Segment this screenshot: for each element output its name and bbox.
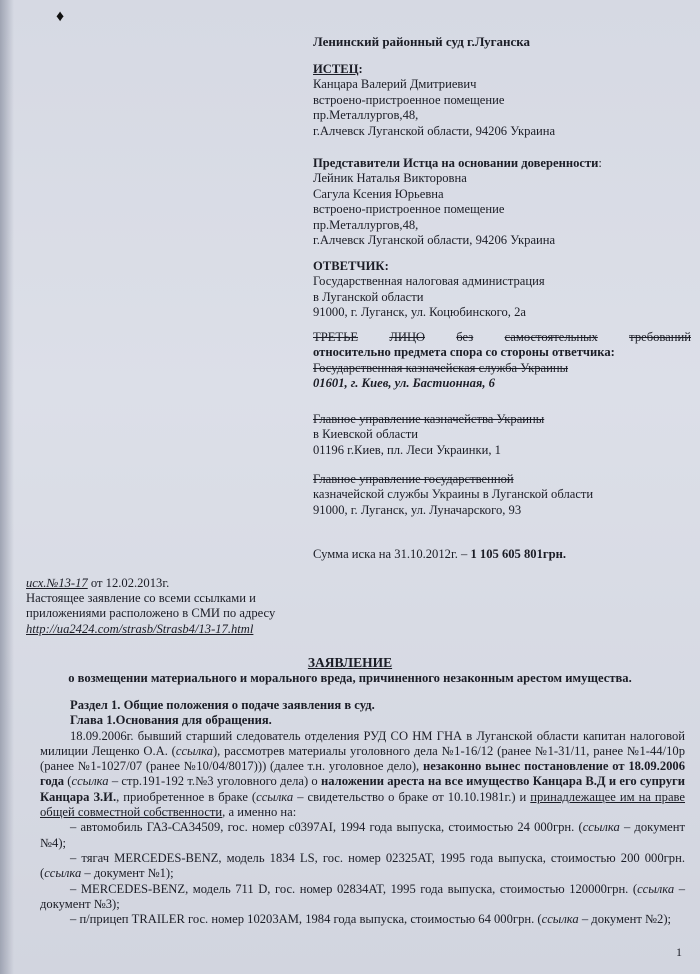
defendant-line: 91000, г. Луганск, ул. Коцюбинского, 2а <box>313 305 526 320</box>
section-heading: Раздел 1. Общие положения о подаче заявления в суд. <box>70 698 375 712</box>
document-body <box>40 698 685 927</box>
lugansk-treasury-line: Главное управление государственной <box>313 472 514 486</box>
body-paragraph: 18.09.2006г. бывший старший следователь отделения РУД СО НМ ГНА в Луганской области капитан налоговой милиции Лещенко О.А. (ссылка), рассмотрев материалы уголовного дела №1-16/12 (ранее №1-31/11, ранее №1-44/10р (ранее №1-1027/07 (ранее №10/04/8017))) (далее т.н. уголовное дело), незаконно вынес постановление от 18.09.2006 года (ссылка – стр.191-192 т.№3 уголовного дела) о наложении ареста на все имущество Канцара В.Д и его супруги Канцара З.И., приобретенное в браке (ссылка – свидетельство о браке от 10.10.1981г.) и принадлежащее им на праве общей совместной собственности, а именно на: <box>40 728 686 820</box>
note-line: приложениями расположено в СМИ по адресу <box>26 606 276 621</box>
lugansk-treasury-block <box>313 472 688 518</box>
third-party-name: Государственная казначейская служба Украины <box>313 360 569 375</box>
plaintiff-line: г.Алчевск Луганской области, 94206 Украина <box>313 123 556 138</box>
plaintiff-line: пр.Металлургов,48, <box>313 108 419 123</box>
third-party-address: 01601, г. Киев, ул. Бастионная, 6 <box>313 376 495 391</box>
note-line: Настоящее заявление со всеми ссылками и <box>26 591 256 606</box>
plaintiff-line: Канцара Валерий Дмитриевич <box>313 77 477 92</box>
main-treasury-line: в Киевской области <box>313 427 419 442</box>
page-number: 1 <box>676 945 682 959</box>
plaintiff-block: ИСТЕЦ: Канцара Валерий Дмитриевич встроено-пристроенное помещение пр.Металлургов,48, г.Алчевск Луганской области, 94206 Украина <box>313 62 688 139</box>
court-name: Ленинский районный суд г.Луганска <box>313 34 531 49</box>
reference-note <box>26 576 306 637</box>
third-party-block <box>313 330 691 392</box>
document-subtitle: о возмещении материального и морального вреда, причиненного незаконным арестом имущества. <box>68 671 632 685</box>
defendant-line: в Луганской области <box>313 289 424 304</box>
list-item: – тягач MERCEDES-BENZ, модель 1834 LS, гос. номер 02325AT, 1995 года выпуска, стоимостью 200 000грн. (ссылка – документ №1); <box>40 850 685 881</box>
page-edge-shadow <box>0 0 14 974</box>
lugansk-treasury-line: казначейской службы Украины в Луганской области <box>313 487 594 502</box>
claim-sum <box>313 547 688 562</box>
main-treasury-line: Главное управление казначейства Украины <box>313 412 545 426</box>
representative-line: Лейник Наталья Викторовна <box>313 171 467 186</box>
representative-line: Сагула Ксения Юрьевна <box>313 186 444 201</box>
reference-link[interactable]: ссылка <box>256 789 294 804</box>
plaintiff-heading: ИСТЕЦ <box>313 62 359 76</box>
reference-link[interactable]: ссылка <box>175 743 213 758</box>
list-item: – MERCEDES-BENZ, модель 711 D, гос. номер 02834AT, 1995 года выпуска, стоимостью 120000грн. (ссылка – документ №3); <box>40 881 685 911</box>
claim-sum-label: Сумма иска на 31.10.2012г. – <box>313 547 471 561</box>
publication-link[interactable]: http://ua2424.com/strasb/Strasb4/13-17.html <box>26 621 254 636</box>
list-item: – автомобиль ГАЗ-СА34509, гос. номер с0397AI, 1994 года выпуска, стоимостью 24 000грн. (ссылка – документ №4); <box>40 820 686 850</box>
representative-line: г.Алчевск Луганской области, 94206 Украина <box>313 233 556 248</box>
third-party-heading: ТРЕТЬЕ ЛИЦО без самостоятельных требований <box>313 330 691 344</box>
main-treasury-block <box>313 412 688 458</box>
representative-line: встроено-пристроенное помещение <box>313 202 505 217</box>
defendant-heading: ОТВЕТЧИК: <box>313 259 389 273</box>
reference-link[interactable]: ссылка <box>44 866 82 881</box>
claim-sum-amount: 1 105 605 801грн. <box>470 547 566 561</box>
representatives-heading: Представители Истца на основании доверенности <box>313 156 599 170</box>
reference-link[interactable]: ссылка <box>71 774 109 789</box>
main-treasury-line: 01196 г.Киев, пл. Леси Украинки, 1 <box>313 442 501 457</box>
outgoing-date: от 12.02.2013г. <box>87 576 170 590</box>
outgoing-number: исх.№13-17 <box>26 576 88 590</box>
document-title: ЗАЯВЛЕНИЕ <box>307 655 393 670</box>
list-item: – п/прицеп TRAILER гос. номер 10203AM, 1984 года выпуска, стоимостью 64 000грн. (ссылка – документ №2); <box>70 912 672 927</box>
reference-link[interactable]: ссылка <box>541 912 579 927</box>
chapter-heading: Глава 1.Основания для обращения. <box>70 713 272 728</box>
representative-line: пр.Металлургов,48, <box>313 217 419 232</box>
reference-link[interactable]: ссылка <box>637 881 675 896</box>
third-party-heading-line2: относительно предмета спора со стороны ответчика: <box>313 345 615 360</box>
defendant-block <box>313 259 688 321</box>
corner-mark: ♦ <box>56 8 65 25</box>
representatives-block: Представители Истца на основании доверенности: Лейник Наталья Викторовна Сагула Ксения Юрьевна встроено-пристроенное помещение пр.Металлургов,48, г.Алчевск Луганской области, 94206 Украина <box>313 156 688 248</box>
plaintiff-line: встроено-пристроенное помещение <box>313 92 505 107</box>
lugansk-treasury-line: 91000, г. Луганск, ул. Луначарского, 93 <box>313 502 522 517</box>
reference-link[interactable]: ссылка <box>582 820 620 835</box>
defendant-line: Государственная налоговая администрация <box>313 274 545 289</box>
